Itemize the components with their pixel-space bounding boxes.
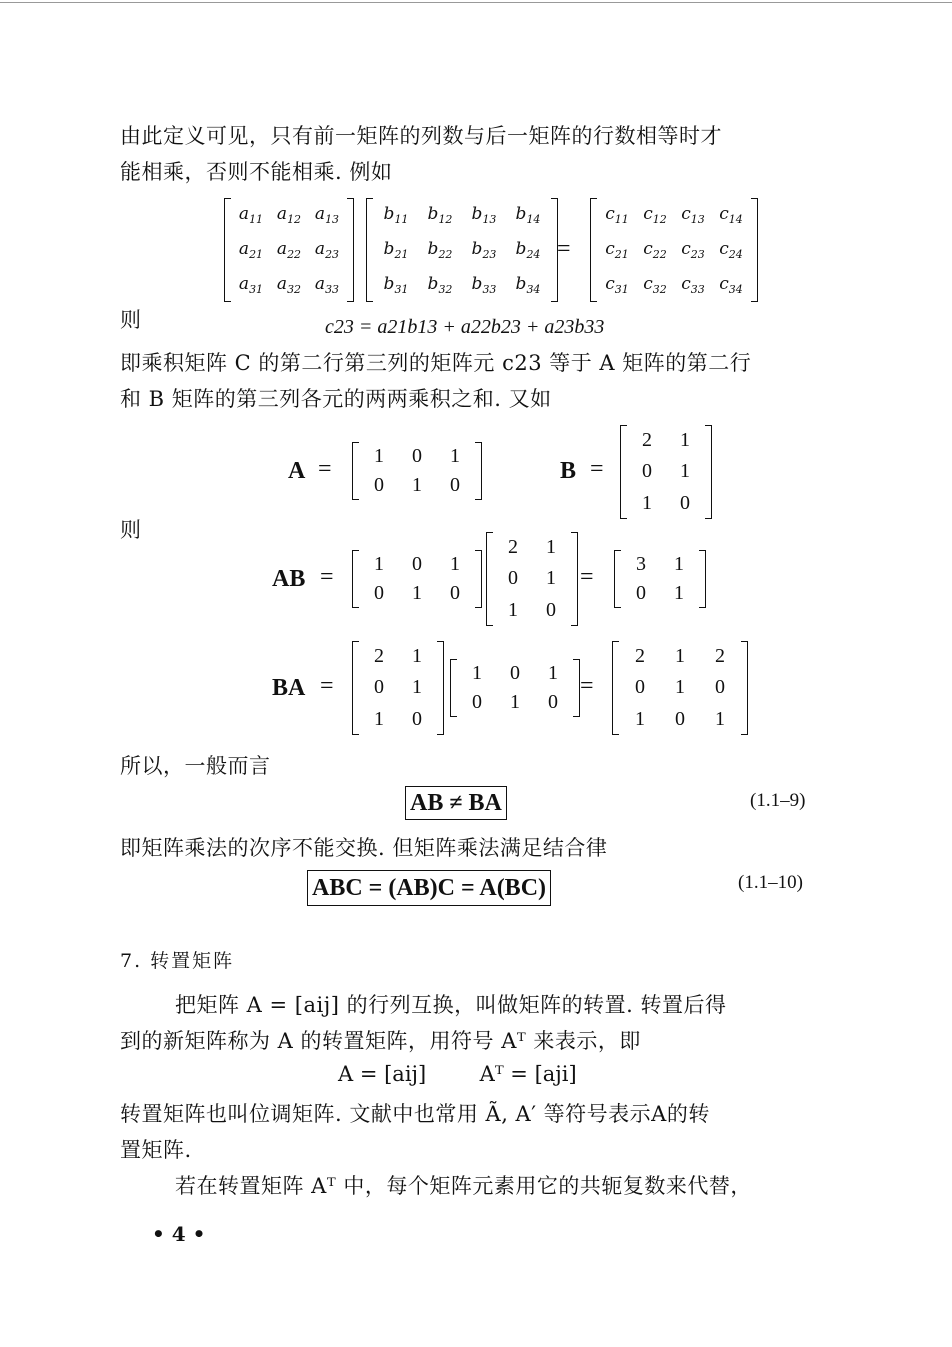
para4: 即矩阵乘法的次序不能交换. 但矩阵乘法满足结合律 — [120, 836, 608, 860]
matrix-cell: 2 — [642, 429, 652, 452]
matrix-cell: 0 — [508, 567, 518, 590]
matrix-cell: 0 — [450, 582, 460, 604]
matrix-cell: 1 — [510, 691, 520, 713]
ba-label: BA — [272, 675, 306, 701]
matrix-cell: $a_{21}$ — [238, 239, 264, 261]
section-heading: 7. 转置矩阵 — [120, 950, 235, 972]
matrix-cell: 0 — [412, 553, 422, 575]
matrix-a-symbolic — [232, 198, 346, 302]
matrix-cell: 2 — [635, 645, 645, 668]
matrix-cell: 0 — [450, 474, 460, 496]
c23-equation: c23 = a21b13 + a22b23 + a23b33 — [325, 316, 605, 338]
equals-sign: = — [557, 236, 571, 262]
equals-sign: = — [590, 456, 604, 482]
matrix-cell: 0 — [412, 445, 422, 467]
matrix-cell: 1 — [548, 662, 558, 684]
matrix-cell: 3 — [636, 553, 646, 575]
matrix-cell: $a_{33}$ — [314, 273, 340, 296]
matrix-cell: 0 — [635, 676, 645, 699]
matrix-cell: $a_{32}$ — [276, 273, 302, 296]
equation-number-1-1-10: (1.1–10) — [738, 872, 803, 893]
ba-result-matrix — [620, 641, 740, 735]
matrix-cell: $b_{34}$ — [515, 273, 541, 296]
matrix-cell: 2 — [374, 645, 384, 668]
matrix-cell: $b_{13}$ — [471, 204, 497, 227]
matrix-cell: 0 — [374, 676, 384, 699]
matrix-cell: 1 — [450, 553, 460, 575]
matrix-cell: 1 — [675, 676, 685, 699]
matrix-cell: 1 — [635, 707, 645, 730]
matrix-cell: 0 — [642, 460, 652, 483]
matrix-cell: $a_{31}$ — [238, 273, 264, 296]
matrix-cell: $b_{22}$ — [427, 239, 453, 261]
matrix-cell: 1 — [680, 460, 690, 483]
matrix-cell: 1 — [642, 491, 652, 514]
matrix-cell: $c_{11}$ — [605, 204, 629, 227]
matrix-cell: $c_{22}$ — [643, 239, 667, 261]
para2-line1: 即乘积矩阵 C 的第二行第三列的矩阵元 c23 等于 A 矩阵的第二行 — [120, 351, 752, 375]
matrix-cell: $b_{33}$ — [471, 273, 497, 296]
para3: 所以，一般而言 — [120, 754, 271, 778]
associative-equation: ABC = (AB)C = A(BC) — [307, 870, 551, 906]
matrix-cell: 1 — [412, 474, 422, 496]
matrix-cell: 1 — [374, 445, 384, 467]
matrix-cell: $a_{12}$ — [276, 204, 302, 227]
matrix-cell: $b_{12}$ — [427, 204, 453, 227]
ab-label: AB — [272, 566, 306, 592]
matrix-cell: $c_{21}$ — [605, 239, 629, 261]
then-label-1: 则 — [120, 308, 142, 332]
matrix-b-values — [628, 425, 704, 519]
matrix-cell: 2 — [508, 536, 518, 559]
para1-line1: 由此定义可见，只有前一矩阵的列数与后一矩阵的行数相等时才 — [120, 124, 722, 148]
matrix-cell: $b_{24}$ — [515, 239, 541, 261]
para6-line1: 转置矩阵也叫位调矩阵. 文献中也常用 Ã, A′ 等符号表示A的转 — [120, 1102, 710, 1126]
equals-sign: = — [318, 456, 332, 482]
equation-number-1-1-9: (1.1–9) — [750, 790, 806, 811]
matrix-cell: 0 — [715, 676, 725, 699]
matrix-cell: $a_{22}$ — [276, 239, 302, 261]
ab-left-matrix — [360, 550, 474, 608]
matrix-cell: 0 — [374, 582, 384, 604]
matrix-cell: $b_{23}$ — [471, 239, 497, 261]
matrix-cell: 1 — [674, 582, 684, 604]
matrix-cell: 1 — [412, 676, 422, 699]
matrix-cell: 0 — [548, 691, 558, 713]
matrix-cell: $b_{14}$ — [515, 204, 541, 227]
page-number: • 4 • — [152, 1222, 206, 1246]
matrix-cell: $b_{31}$ — [383, 273, 409, 296]
matrix-cell: 1 — [715, 707, 725, 730]
para1-line2: 能相乘，否则不能相乘. 例如 — [120, 160, 393, 184]
equals-sign: = — [320, 564, 334, 590]
matrix-cell: $c_{12}$ — [643, 204, 667, 227]
matrix-a-values — [360, 442, 474, 500]
matrix-cell: $a_{23}$ — [314, 239, 340, 261]
noncommutative-equation: AB ≠ BA — [405, 786, 507, 820]
matrix-cell: 1 — [450, 445, 460, 467]
matrix-cell: $b_{21}$ — [383, 239, 409, 261]
matrix-cell: $a_{13}$ — [314, 204, 340, 227]
matrix-cell: $c_{31}$ — [605, 273, 629, 296]
matrix-cell: 1 — [674, 553, 684, 575]
matrix-cell: 1 — [412, 582, 422, 604]
ab-result-matrix — [622, 550, 698, 608]
ab-right-matrix — [494, 532, 570, 626]
then-label-2: 则 — [120, 518, 142, 542]
para6-line2: 置矩阵. — [120, 1138, 192, 1162]
matrix-cell: 0 — [680, 491, 690, 514]
matrix-cell: 0 — [472, 691, 482, 713]
equals-sign: = — [320, 673, 334, 699]
matrix-cell: $c_{23}$ — [681, 239, 705, 261]
matrix-cell: 1 — [680, 429, 690, 452]
para7: 若在转置矩阵 Aᵀ 中，每个矩阵元素用它的共轭复数来代替， — [175, 1174, 752, 1198]
para2-line2: 和 B 矩阵的第三列各元的两两乘积之和. 又如 — [120, 387, 552, 411]
matrix-cell: $c_{13}$ — [681, 204, 705, 227]
matrix-cell: $c_{14}$ — [719, 204, 743, 227]
matrix-cell: 0 — [675, 707, 685, 730]
para5-line2: 到的新矩阵称为 A 的转置矩阵，用符号 Aᵀ 来表示，即 — [120, 1029, 641, 1053]
matrix-cell: 2 — [715, 645, 725, 668]
b-label: B — [560, 458, 577, 484]
matrix-cell: 1 — [472, 662, 482, 684]
matrix-cell: 1 — [412, 645, 422, 668]
matrix-cell: $c_{32}$ — [643, 273, 667, 296]
matrix-cell: 1 — [546, 536, 556, 559]
matrix-cell: $c_{33}$ — [681, 273, 705, 296]
matrix-cell: $b_{11}$ — [383, 204, 409, 227]
matrix-cell: 1 — [374, 553, 384, 575]
matrix-cell: $c_{34}$ — [719, 273, 743, 296]
matrix-cell: 1 — [675, 645, 685, 668]
matrix-b-symbolic — [374, 198, 550, 302]
ba-right-matrix — [458, 659, 572, 717]
para5-line1: 把矩阵 A = [aij] 的行列互换，叫做矩阵的转置. 转置后得 — [175, 993, 727, 1017]
matrix-cell: $b_{32}$ — [427, 273, 453, 296]
ba-left-matrix — [360, 641, 436, 735]
matrix-cell: 1 — [374, 707, 384, 730]
matrix-cell: 0 — [412, 707, 422, 730]
matrix-cell: 0 — [510, 662, 520, 684]
matrix-cell: 1 — [546, 567, 556, 590]
top-rule — [0, 2, 952, 3]
equals-sign: = — [580, 673, 594, 699]
a-label: A — [288, 458, 306, 484]
matrix-c-symbolic — [598, 198, 750, 302]
matrix-cell: 0 — [374, 474, 384, 496]
matrix-cell: 0 — [636, 582, 646, 604]
matrix-cell: $c_{24}$ — [719, 239, 743, 261]
transpose-equation: A = [aij] Aᵀ = [aji] — [338, 1062, 577, 1086]
matrix-cell: 1 — [508, 598, 518, 621]
equals-sign: = — [580, 564, 594, 590]
matrix-cell: $a_{11}$ — [238, 204, 264, 227]
matrix-cell: 0 — [546, 598, 556, 621]
